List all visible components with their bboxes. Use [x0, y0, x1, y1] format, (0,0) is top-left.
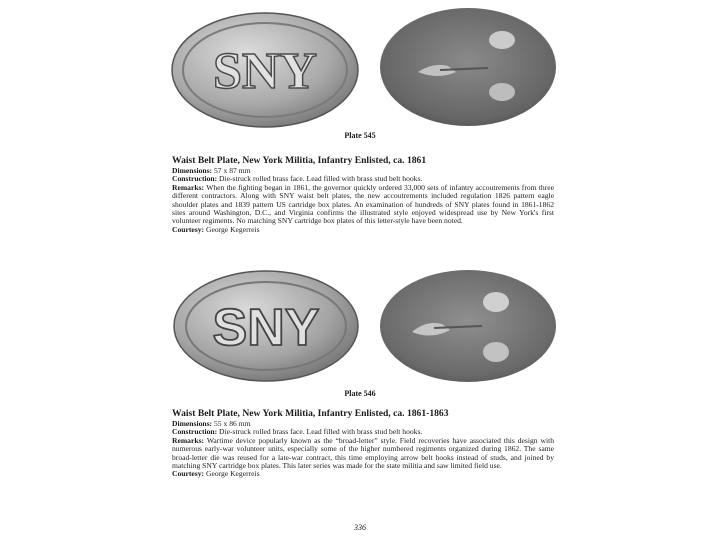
plate-546-entry	[172, 408, 554, 479]
plate-546-construction: Construction: Die-struck rolled brass face. Lead filled with brass stud belt hooks.	[172, 427, 423, 437]
plate-546-title: Waist Belt Plate, New York Militia, Infantry Enlisted, ca. 1861-1863	[172, 408, 449, 419]
plate-545-remarks: Remarks: When the fighting began in 1861, the governor quickly ordered 33,000 sets of infantry accoutrements from three different contractors. Along with SNY waist belt plates, the new accoutrements included regulation 1826 pattern eagle shoulder plates and 1839 pattern US cartridge box plates. An examination of hundreds of SNY plates found in 1861-1862 sites around Washington, D.C., and Virginia confirms the illustrated style enjoyed widespread use by New York's first volunteer regiments. No matching SNY cartridge box plates of this letter-style have been noted.	[172, 182, 554, 226]
plate-546-front-photo	[172, 268, 360, 384]
plate-545-title: Waist Belt Plate, New York Militia, Infantry Enlisted, ca. 1861	[172, 155, 427, 166]
page-number: 336	[354, 523, 366, 532]
plate-546-back-photo	[378, 268, 558, 384]
plate-545-back-photo	[378, 6, 558, 128]
plate-546-label: Plate 546	[344, 389, 376, 398]
plate-545-construction: Construction: Die-struck rolled brass face. Lead filled with brass stud belt hooks.	[172, 174, 423, 184]
plate-545-dimensions: Dimensions: 57 x 87 mm	[172, 166, 251, 175]
plate-545-courtesy: Courtesy: George Kegerreis	[172, 224, 260, 234]
plate-545-entry	[172, 155, 554, 234]
plate-546-remarks: Remarks: Wartime device popularly known as the “broad-letter” style. Field recoveries have associated this design with numerous early-war volunteer units, especially some of the higher numbered regiments organized during 1862. The same broad-letter die was reused for a late-war contract, this time employing arrow belt hooks instead of studs, and joined by matching SNY cartridge box plates. This later series was made for the state militia and saw limited field use.	[172, 435, 554, 471]
plate-546-lettering: SNY	[212, 299, 320, 357]
plate-545-lettering: SNY	[212, 43, 318, 100]
plate-545-front-photo	[170, 10, 360, 130]
plate-546-dimensions: Dimensions: 55 x 86 mm	[172, 419, 251, 428]
plate-545-label: Plate 545	[344, 131, 376, 140]
plate-546-courtesy: Courtesy: George Kegerreis	[172, 469, 260, 479]
